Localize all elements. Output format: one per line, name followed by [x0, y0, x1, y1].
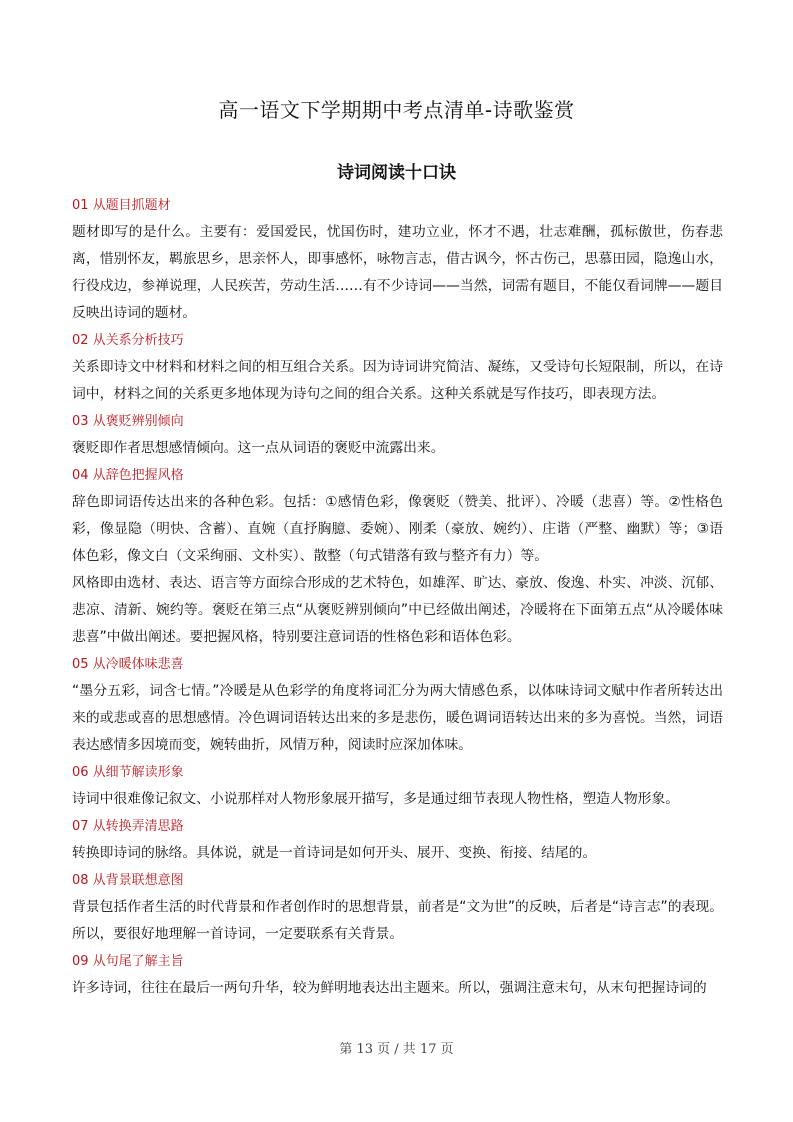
section-heading: 07 从转换弄清思路	[72, 819, 184, 834]
section-heading: 09 从句尾了解主旨	[72, 954, 184, 969]
section-paragraph: 背景包括作者生活的时代背景和作者创作时的思想背景，前者是“文为世”的反映，后者是“诗言志”的表现。所以，要很好地理解一首诗词，一定要联系有关背景。	[72, 899, 723, 942]
section-heading: 04 从辞色把握风格	[72, 468, 184, 483]
section-subtitle: 诗词阅读十口诀	[337, 163, 456, 183]
section-paragraph: 转换即诗词的脉络。具体说，就是一首诗词是如何开头、展开、变换、衔接、结尾的。	[72, 845, 597, 861]
section-paragraph: 题材即写的是什么。主要有：爱国爱民，忧国伤时，建功立业，怀才不遇，壮志难酬，孤标傲世，伤春悲离，惜别怀友，羁旅思乡，思亲怀人，即事感怀，咏物言志，借古讽今，怀古伤己，思慕田园，隐逸山水，行役戍边，参禅说理，人民疾苦，劳动生活……有不少诗词——当然，词需有题目，不能仅看词牌——题目反映出诗词的题材。	[72, 224, 723, 321]
section-heading: 05 从冷暖体味悲喜	[72, 657, 184, 672]
section-heading: 01 从题目抓题材	[72, 198, 171, 213]
section-paragraph: 诗词中很难像记叙文、小说那样对人物形象展开描写，多是通过细节表现人物性格，塑造人物形象。	[72, 791, 680, 807]
section-paragraph: 风格即由选材、表达、语言等方面综合形成的艺术特色，如雄浑、旷达、豪放、俊逸、朴实、冲淡、沉郁、悲凉、清新、婉约等。褒贬在第三点“从褒贬辨别倾向”中已经做出阐述，冷暖将在下面第五点“从冷暖体味悲喜”中做出阐述。要把握风格，特别要注意词语的性格色彩和语体色彩。	[72, 575, 723, 645]
page-number: 第 13 页 / 共 17 页	[339, 1042, 454, 1057]
section-paragraph: 辞色即词语传达出来的各种色彩。包括：①感情色彩，像褒贬（赞美、批评）、冷暖（悲喜）等。②性格色彩，像显隐（明快、含蓄）、直婉（直抒胸臆、委婉）、刚柔（豪放、婉约）、庄谐（严整、幽默）等；③语体色彩，像文白（文采绚丽、文朴实）、散整（句式错落有致与整齐有力）等。	[72, 494, 723, 564]
section-heading: 08 从背景联想意图	[72, 873, 184, 888]
section-paragraph: 许多诗词，往往在最后一两句升华，较为鲜明地表达出主题来。所以，强调注意末句，从末句把握诗词的	[72, 980, 707, 996]
section-heading: 02 从关系分析技巧	[72, 333, 184, 348]
section-heading: 06 从细节解读形象	[72, 765, 184, 780]
document-title: 高一语文下学期期中考点清单-诗歌鉴赏	[218, 98, 575, 122]
section-paragraph: 关系即诗文中材料和材料之间的相互组合关系。因为诗词讲究简洁、凝练，又受诗句长短限制，所以，在诗词中，材料之间的关系更多地体现为诗句之间的组合关系。这种关系就是写作技巧，即表现方法。	[72, 359, 723, 402]
document-body	[72, 192, 723, 1002]
section-paragraph: “墨分五彩，词含七情。”冷暖是从色彩学的角度将词汇分为两大情感色系，以体味诗词文赋中作者所转达出来的或悲或喜的思想感情。冷色调词语转达出来的多是悲伤，暖色调词语转达出来的多为喜悦。当然，词语表达感情多因境而变，婉转曲折，风情万种，阅读时应深加体味。	[72, 683, 723, 753]
section-heading: 03 从褒贬辨别倾向	[72, 414, 184, 429]
section-paragraph: 褒贬即作者思想感情倾向。这一点从词语的褒贬中流露出来。	[72, 440, 445, 456]
